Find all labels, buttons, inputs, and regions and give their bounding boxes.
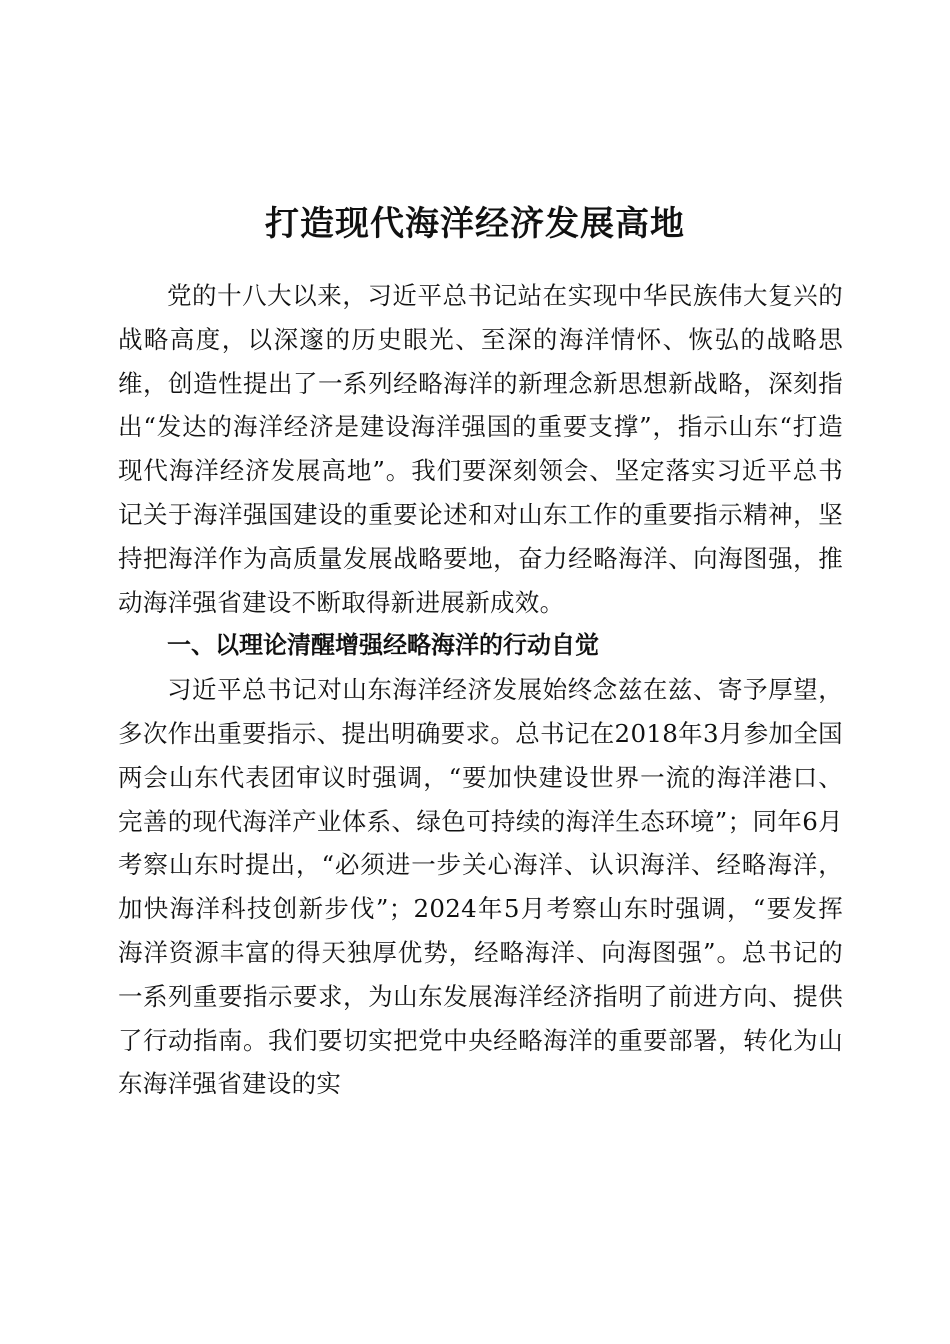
section-1-paragraph: 习近平总书记对山东海洋经济发展始终念兹在兹、寄予厚望，多次作出重要指示、提出明确要求。总书记在2018年3月参加全国两会山东代表团审议时强调，“要加快建设世界一流的海洋港口、完善的现代海洋产业体系、绿色可持续的海洋生态环境”；同年6月考察山东时提出，“必须进一步关心海洋、认识海洋、经略海洋，加快海洋科技创新步伐”；2024年5月考察山东时强调，“要发挥海洋资源丰富的得天独厚优势，经略海洋、向海图强”。总书记的一系列重要指示要求，为山东发展海洋经济指明了前进方向、提供了行动指南。我们要切实把党中央经略海洋的重要部署，转化为山东海洋强省建设的实 (118, 675, 843, 1099)
intro-paragraph: 党的十八大以来，习近平总书记站在实现中华民族伟大复兴的战略高度，以深邃的历史眼光、至深的海洋情怀、恢弘的战略思维，创造性提出了一系列经略海洋的新理念新思想新战略，深刻指出“发达的海洋经济是建设海洋强国的重要支撑”，指示山东“打造现代海洋经济发展高地”。我们要深刻领会、坚定落实习近平总书记关于海洋强国建设的重要论述和对山东工作的重要指示精神，坚持把海洋作为高质量发展战略要地，奋力经略海洋、向海图强，推动海洋强省建设不断取得新进展新成效。 (118, 281, 843, 617)
document-body (118, 274, 843, 1106)
section-1-heading: 一、以理论清醒增强经略海洋的行动自觉 (167, 631, 599, 660)
document-title: 打造现代海洋经济发展高地 (265, 203, 685, 244)
